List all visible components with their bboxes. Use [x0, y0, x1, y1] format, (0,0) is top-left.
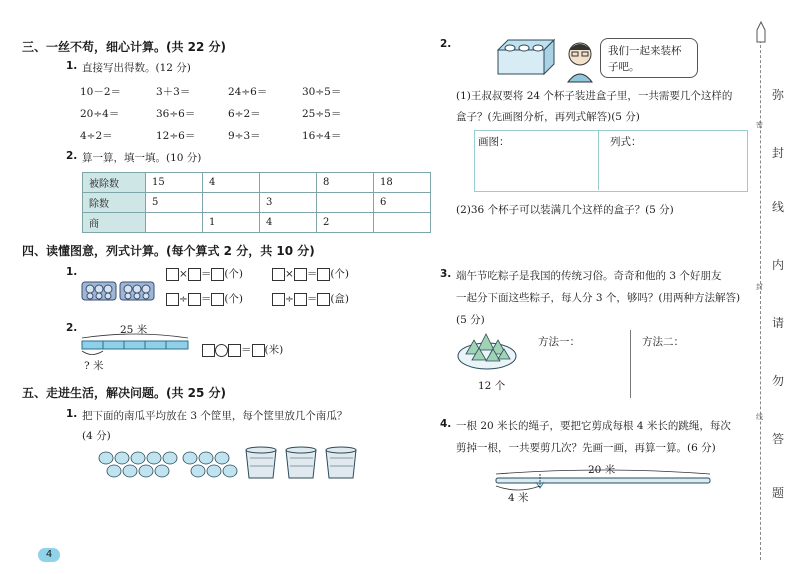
section4-title: 四、读懂图意，列式计算。(每个算式 2 分，共 10 分) [22, 244, 315, 258]
s4-q1-label: 1. [66, 266, 78, 278]
table-cell[interactable]: 4 [260, 213, 317, 233]
table-cell[interactable] [260, 173, 317, 193]
seal-char: 弥 [772, 88, 785, 102]
segment-total-label: 25 米 [120, 324, 148, 336]
zongzi-count: 12 个 [478, 380, 506, 392]
r-q4-line2: 剪掉一根，一共要剪几次？先画一画，再算一算。(6 分) [456, 442, 716, 454]
q2-label: 2. [66, 150, 78, 162]
bubble-line2: 子吧。 [608, 61, 640, 73]
seal-char: 线 [772, 200, 785, 214]
op-symbol: ＝ [306, 293, 318, 305]
s5-q1-text: 把下面的南瓜平均放在 3 个筐里，每个筐里放几个南瓜？ [82, 410, 348, 422]
r-q2-sub1-line1: (1)王叔叔要将 24 个杯子装进盒子里，一共需要几个这样的 [456, 90, 733, 102]
equation-row [166, 266, 243, 281]
pen-icon [755, 22, 767, 44]
row-head: 除数 [83, 193, 146, 213]
op-symbol: ＝ [241, 344, 252, 356]
op-symbol: × [179, 268, 188, 280]
table-cell[interactable]: 3 [260, 193, 317, 213]
r-q3-line1: 端午节吃粽子是我国的传统习俗。奇奇和他的 3 个好朋友 [456, 270, 722, 282]
seal-char: 请 [772, 316, 785, 330]
op-symbol: ÷ [285, 293, 294, 305]
division-table [82, 172, 431, 233]
r-q2-sub2: (2)36 个杯子可以装满几个这样的盒子？(5 分) [456, 204, 674, 216]
table-cell[interactable] [374, 213, 431, 233]
r-q4-label: 4. [440, 418, 452, 430]
seal-char: 内 [772, 258, 785, 272]
calc-item: 24÷6＝ [228, 86, 268, 98]
table-row [83, 193, 431, 213]
unit-label: (个) [224, 293, 244, 305]
answer-box[interactable] [166, 268, 179, 281]
calc-item: 16÷4＝ [302, 130, 342, 142]
answer-box[interactable] [272, 293, 285, 306]
section5-title: 五、走进生活，解决问题。(共 25 分) [22, 386, 227, 400]
seal-char: 答 [772, 432, 785, 446]
unit-label: (盒) [330, 293, 350, 305]
zongzi-plate-illustration [456, 328, 518, 372]
equation-row [272, 266, 349, 281]
rope-total-label: 20 米 [588, 464, 616, 476]
table-cell[interactable]: 4 [203, 173, 260, 193]
section3-title: 三、一丝不苟，细心计算。(共 22 分) [22, 40, 227, 54]
calc-item: 6÷2＝ [228, 108, 261, 120]
table-cell[interactable]: 18 [374, 173, 431, 193]
calc-item: 36÷6＝ [156, 108, 196, 120]
answer-box[interactable] [211, 293, 224, 306]
answer-box[interactable] [317, 268, 330, 281]
seal-small: 线 [756, 413, 763, 421]
r-q2-sub1-line2: 盒子？(先画图分析，再列式解答)(5 分) [456, 111, 640, 123]
table-cell[interactable]: 2 [317, 213, 374, 233]
seal-char: 题 [772, 486, 785, 500]
r-q4-line1: 一根 20 米长的绳子，要把它剪成每根 4 米长的跳绳，每次 [456, 420, 731, 432]
table-cell[interactable] [317, 193, 374, 213]
equation-row [272, 291, 349, 306]
r-q3-score: (5 分) [456, 314, 485, 326]
q1-text: 直接写出得数。(12 分) [82, 62, 191, 74]
table-row [83, 213, 431, 233]
formula-label: 列式： [610, 136, 642, 148]
row-head: 被除数 [83, 173, 146, 193]
calc-item: 3＋3＝ [156, 86, 191, 98]
table-cell[interactable]: 1 [203, 213, 260, 233]
segment-part-label: ? 米 [84, 360, 104, 372]
answer-box[interactable] [317, 293, 330, 306]
calc-item: 25÷5＝ [302, 108, 342, 120]
r-q3-label: 3. [440, 268, 452, 280]
r-q2-label: 2. [440, 38, 452, 50]
op-symbol: ＝ [306, 268, 318, 280]
answer-box[interactable] [211, 268, 224, 281]
calc-item: 30÷5＝ [302, 86, 342, 98]
calc-item: 9÷3＝ [228, 130, 261, 142]
seal-char: 勿 [772, 374, 785, 388]
calc-item: 4÷2＝ [80, 130, 113, 142]
pastry-tray-illustration [80, 276, 160, 304]
seal-char: 封 [772, 146, 785, 160]
calc-item: 12÷6＝ [156, 130, 196, 142]
op-symbol: ＝ [200, 293, 212, 305]
unit-label: (米) [264, 344, 284, 356]
table-cell[interactable]: 15 [146, 173, 203, 193]
seal-small: 封 [756, 283, 763, 291]
answer-box[interactable] [202, 344, 215, 357]
q2-text: 算一算，填一填。(10 分) [82, 152, 202, 164]
calc-item: 20÷4＝ [80, 108, 120, 120]
s5-q1-score: (4 分) [82, 430, 111, 442]
table-cell[interactable] [203, 193, 260, 213]
answer-box[interactable] [294, 268, 307, 281]
unit-label: (个) [224, 268, 244, 280]
rope-part-label: 4 米 [508, 492, 529, 504]
answer-divider [598, 130, 599, 190]
binding-line [760, 30, 762, 560]
r-q3-line2: 一起分下面这些粽子，每人分 3 个，够吗？(用两种方法解答) [456, 292, 741, 304]
equation-row [166, 291, 243, 306]
answer-box[interactable] [188, 268, 201, 281]
table-cell[interactable]: 5 [146, 193, 203, 213]
op-symbol: ÷ [179, 293, 188, 305]
pumpkins-baskets-illustration [98, 444, 360, 480]
table-row [83, 173, 431, 193]
calc-item: 10－2＝ [80, 86, 122, 98]
table-cell[interactable]: 8 [317, 173, 374, 193]
method1-label: 方法一： [538, 336, 580, 348]
answer-box[interactable] [188, 293, 201, 306]
answer-box[interactable] [252, 344, 265, 357]
operator-circle[interactable] [215, 344, 228, 357]
op-symbol: ＝ [200, 268, 212, 280]
table-cell[interactable] [146, 213, 203, 233]
row-head: 商 [83, 213, 146, 233]
answer-box[interactable] [272, 268, 285, 281]
op-symbol: × [285, 268, 294, 280]
draw-label: 画图： [478, 136, 510, 148]
answer-box[interactable] [294, 293, 307, 306]
s4-q2-label: 2. [66, 322, 78, 334]
equation-row [202, 342, 283, 357]
unit-label: (个) [330, 268, 350, 280]
bubble-line1: 我们一起来装杯 [608, 45, 682, 57]
seal-small: 密 [756, 121, 763, 129]
table-cell[interactable]: 6 [374, 193, 431, 213]
method2-label: 方法二： [642, 336, 684, 348]
s5-q1-label: 1. [66, 408, 78, 420]
method-divider [630, 330, 631, 398]
answer-box[interactable] [228, 344, 241, 357]
answer-box[interactable] [166, 293, 179, 306]
q1-label: 1. [66, 60, 78, 72]
page-number: 4 [38, 548, 60, 562]
